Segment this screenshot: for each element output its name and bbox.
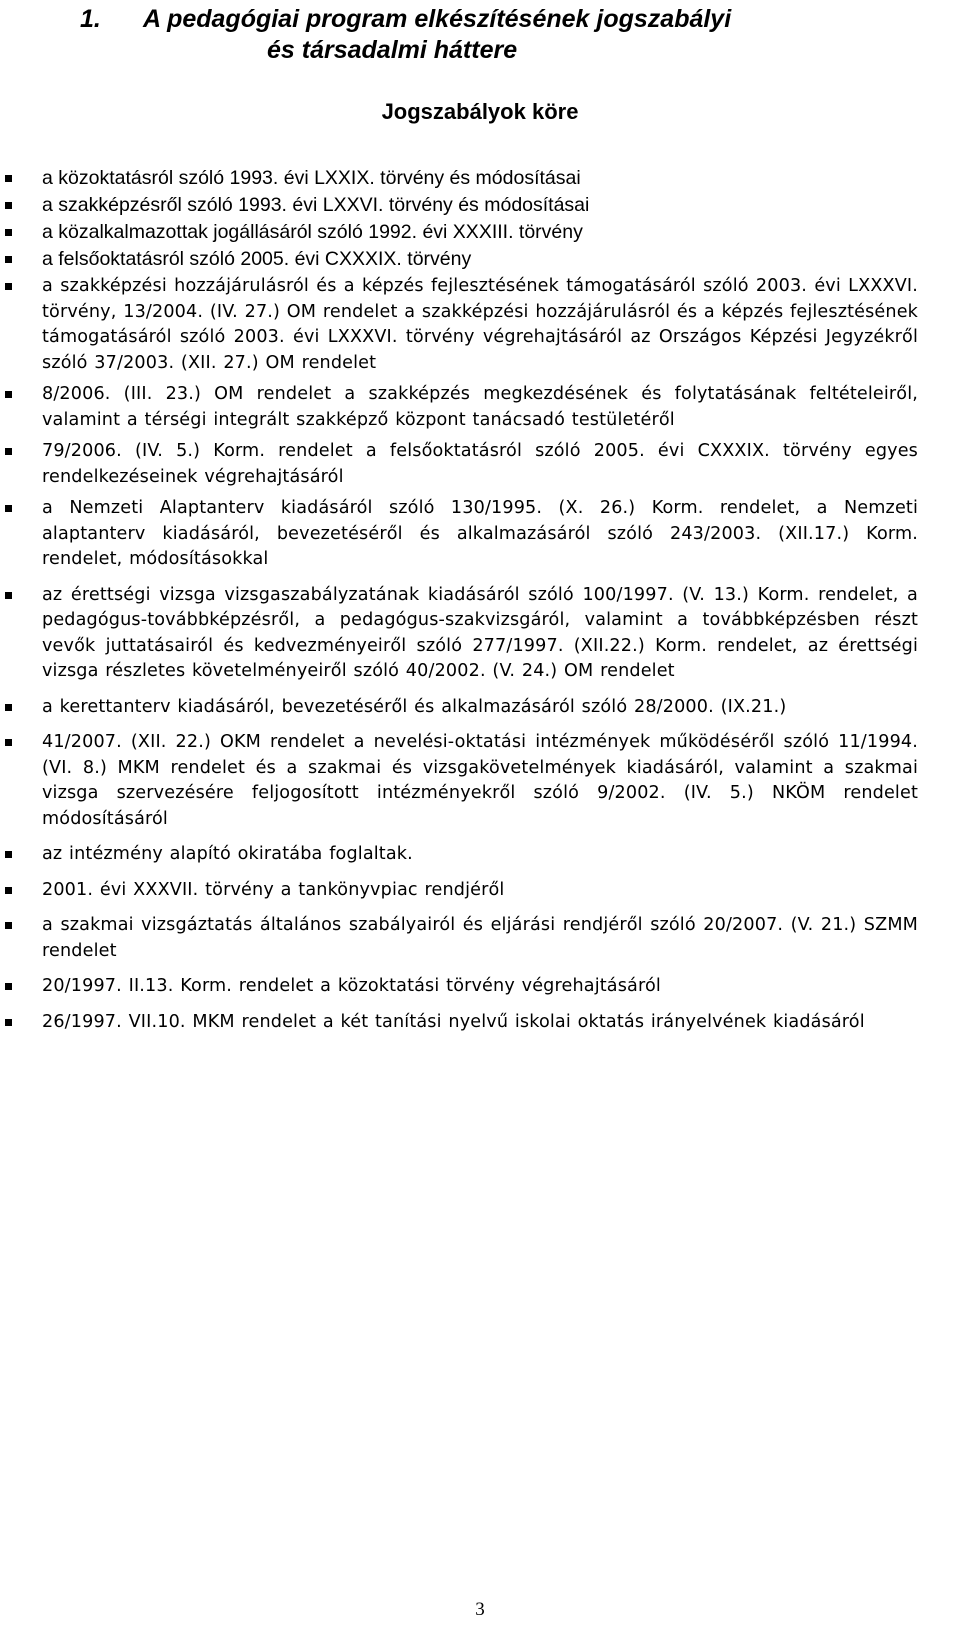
list-item (0, 695, 960, 721)
square-bullet-icon (5, 505, 12, 512)
list-item (0, 878, 960, 904)
list-item (0, 439, 960, 490)
list-item (0, 583, 960, 685)
list-item (0, 274, 960, 376)
list-item (0, 166, 960, 191)
list-item-text: 79/2006. (IV. 5.) Korm. rendelet a felsőoktatásról szóló 2005. évi CXXXIX. törvény egyes rendelkezéseinek végrehajtásáról (42, 441, 918, 487)
page-number: 3 (475, 1599, 485, 1620)
square-bullet-icon (5, 983, 12, 990)
section-title-line-1: A pedagógiai program elkészítésének jogszabályi (143, 5, 732, 33)
square-bullet-icon (5, 283, 12, 290)
list-item (0, 220, 960, 245)
list-item (0, 842, 960, 868)
square-bullet-icon (5, 851, 12, 858)
square-bullet-icon (5, 887, 12, 894)
list-item (0, 247, 960, 272)
list-item-text: 26/1997. VII.10. MKM rendelet a két tanítási nyelvű iskolai oktatás irányelvének kiadásáról (42, 1011, 865, 1032)
list-item-text: a kerettanterv kiadásáról, bevezetéséről és alkalmazásáról szóló 28/2000. (IX.21.) (42, 696, 787, 717)
subsection-title: Jogszabályok köre (381, 99, 579, 124)
list-item-text: a szakképzési hozzájárulásról és a képzés fejlesztésének támogatásáról szóló 2003. évi LXXXVI. törvény, 13/2004. (IV. 27.) OM rendelet a szakképzési hozzájárulásról és a képzés fejlesztésének támogatásáról szóló 2003. évi LXXXVI. törvény végrehajtásáról az Országos Képzési Jegyzékről szóló 37/2003. (XII. 27.) OM rendelet (42, 276, 919, 373)
list-item (0, 974, 960, 1000)
square-bullet-icon (5, 704, 12, 711)
square-bullet-icon (5, 592, 12, 599)
list-item-text: az intézmény alapító okiratába foglaltak. (42, 844, 413, 864)
list-item-text: 41/2007. (XII. 22.) OKM rendelet a nevelési-oktatási intézmények működéséről szóló 11/1994. (VI. 8.) MKM rendelet és a szakmai és vizsgakövetelmények kiadásáról, valamint a szakmai vizsga szervezésére feljogosított intézményekről szóló 9/2002. (IV. 5.) NKÖM rendelet módosításáról (42, 732, 918, 829)
list-item (0, 1010, 960, 1036)
square-bullet-icon (5, 922, 12, 929)
section-title-line-2: és társadalmi háttere (267, 36, 518, 64)
section-number: 1. (80, 5, 101, 33)
list-item (0, 382, 960, 433)
list-item (0, 913, 960, 964)
square-bullet-icon (5, 448, 12, 455)
list-item-text: a Nemzeti Alaptanterv kiadásáról szóló 130/1995. (X. 26.) Korm. rendelet, a Nemzeti alaptanterv kiadásáról, bevezetéséről és alkalmazásáról szóló 243/2003. (XII.17.) Korm. rendelet, módosításokkal (42, 498, 918, 569)
list-item-text: az érettségi vizsga vizsgaszabályzatának kiadásáról szóló 100/1997. (V. 13.) Korm. rendelet, a pedagógus-továbbképzésről, a pedagógus-szakvizsgáról, valamint a továbbképzésben részt vevők juttatásairól és kedvezményeiről szóló 277/1997. (XII.22.) Korm. rendelet, az érettségi vizsga részletes követelményeiről szóló 40/2002. (V. 24.) OM rendelet (42, 584, 918, 681)
square-bullet-icon (5, 175, 12, 182)
square-bullet-icon (5, 391, 12, 398)
square-bullet-icon (5, 739, 12, 746)
list-item-text: a szakképzésről szóló 1993. évi LXXVI. törvény és módosításai (42, 194, 590, 216)
square-bullet-icon (5, 256, 12, 263)
list-item-text: a közoktatásról szóló 1993. évi LXXIX. törvény és módosításai (42, 167, 581, 189)
list-item (0, 193, 960, 218)
square-bullet-icon (5, 1019, 12, 1026)
list-item-text: 20/1997. II.13. Korm. rendelet a közoktatási törvény végrehajtásáról (42, 976, 661, 996)
legislation-list (0, 166, 960, 1035)
list-item (0, 496, 960, 573)
list-item-text: a felsőoktatásról szóló 2005. évi CXXXIX. törvény (42, 248, 472, 270)
list-item-text: 8/2006. (III. 23.) OM rendelet a szakképzés megkezdésének és folytatásának feltételeiről, valamint a térségi integrált szakképző központ tanácsadó testületéről (42, 384, 918, 430)
square-bullet-icon (5, 202, 12, 209)
list-item-text: 2001. évi XXXVII. törvény a tankönyvpiac rendjéről (42, 879, 505, 900)
list-item-text: a közalkalmazottak jogállásáról szóló 1992. évi XXXIII. törvény (42, 221, 583, 243)
square-bullet-icon (5, 229, 12, 236)
list-item (0, 730, 960, 832)
list-item-text: a szakmai vizsgáztatás általános szabályairól és eljárási rendjéről szóló 20/2007. (V. 21.) SZMM rendelet (42, 915, 918, 961)
